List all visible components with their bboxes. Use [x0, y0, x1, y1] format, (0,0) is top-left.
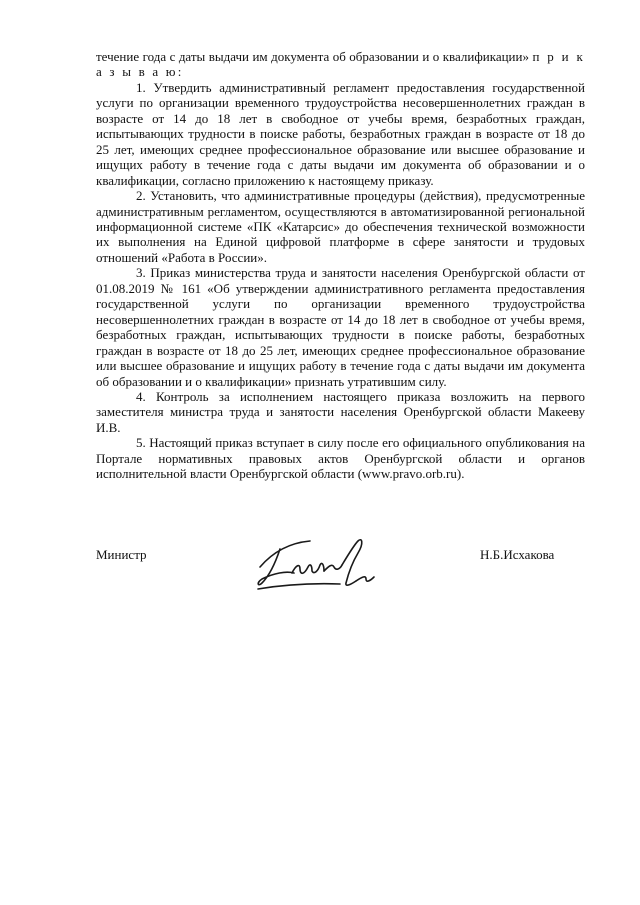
- intro-paragraph: [96, 49, 585, 80]
- paragraph-2: 2. Установить, что административные процедуры (действия), предусмотренные административным регламентом, осуществляются в автоматизированной региональной информационной системе «ПК «Катарсис» до обеспечения технической возможности их выполнения на Единой цифровой платформе в сфере занятости и трудовых отношений «Работа в России».: [96, 188, 585, 265]
- signatory-name: Н.Б.Исхакова: [480, 547, 555, 562]
- intro-text: течение года с даты выдачи им документа об образовании и о квалификации»: [96, 49, 529, 64]
- document-body: [96, 49, 585, 482]
- paragraph-4: 4. Контроль за исполнением настоящего приказа возложить на первого заместителя министра труда и занятости населения Оренбургской области Макееву И.В.: [96, 388, 585, 435]
- paragraph-1: 1. Утвердить административный регламент предоставления государственной услуги по организации временного трудоустройства несовершеннолетних граждан в возрасте от 14 до 18 лет в свободное от учебы время, безработных граждан, испытывающих трудности в поиске работы, безработных граждан в возрасте от 18 до 25 лет, имеющих среднее профессиональное образование или высшее образование и ищущих работу в течение года с даты выдачи им документа об образовании и о квалификации, согласно приложению к настоящему приказу.: [96, 79, 585, 188]
- paragraph-5: 5. Настоящий приказ вступает в силу после его официального опубликования на Портале нормативных правовых актов Оренбургской области и органов исполнительной власти Оренбургской области (www.pravo.orb.ru).: [96, 435, 585, 482]
- handwritten-signature: [252, 531, 382, 593]
- signatory-title: Министр: [96, 547, 147, 562]
- order-word: п р и к а з ы в а ю:: [96, 49, 585, 80]
- paragraph-3: 3. Приказ министерства труда и занятости населения Оренбургской области от 01.08.2019 № 161 «Об утверждении административного регламента предоставления государственной услуги по организации временного трудоустройства несовершеннолетних граждан в возрасте от 14 до 18 лет в свободное от учебы время, безработных граждан, испытывающих трудности в поиске работы, безработных граждан в возрасте от 18 до 25 лет, имеющих среднее профессиональное образование или высшее образование и ищущих работу в течение года с даты выдачи им документа об образовании и о квалификации» признать утратившим силу.: [96, 265, 585, 389]
